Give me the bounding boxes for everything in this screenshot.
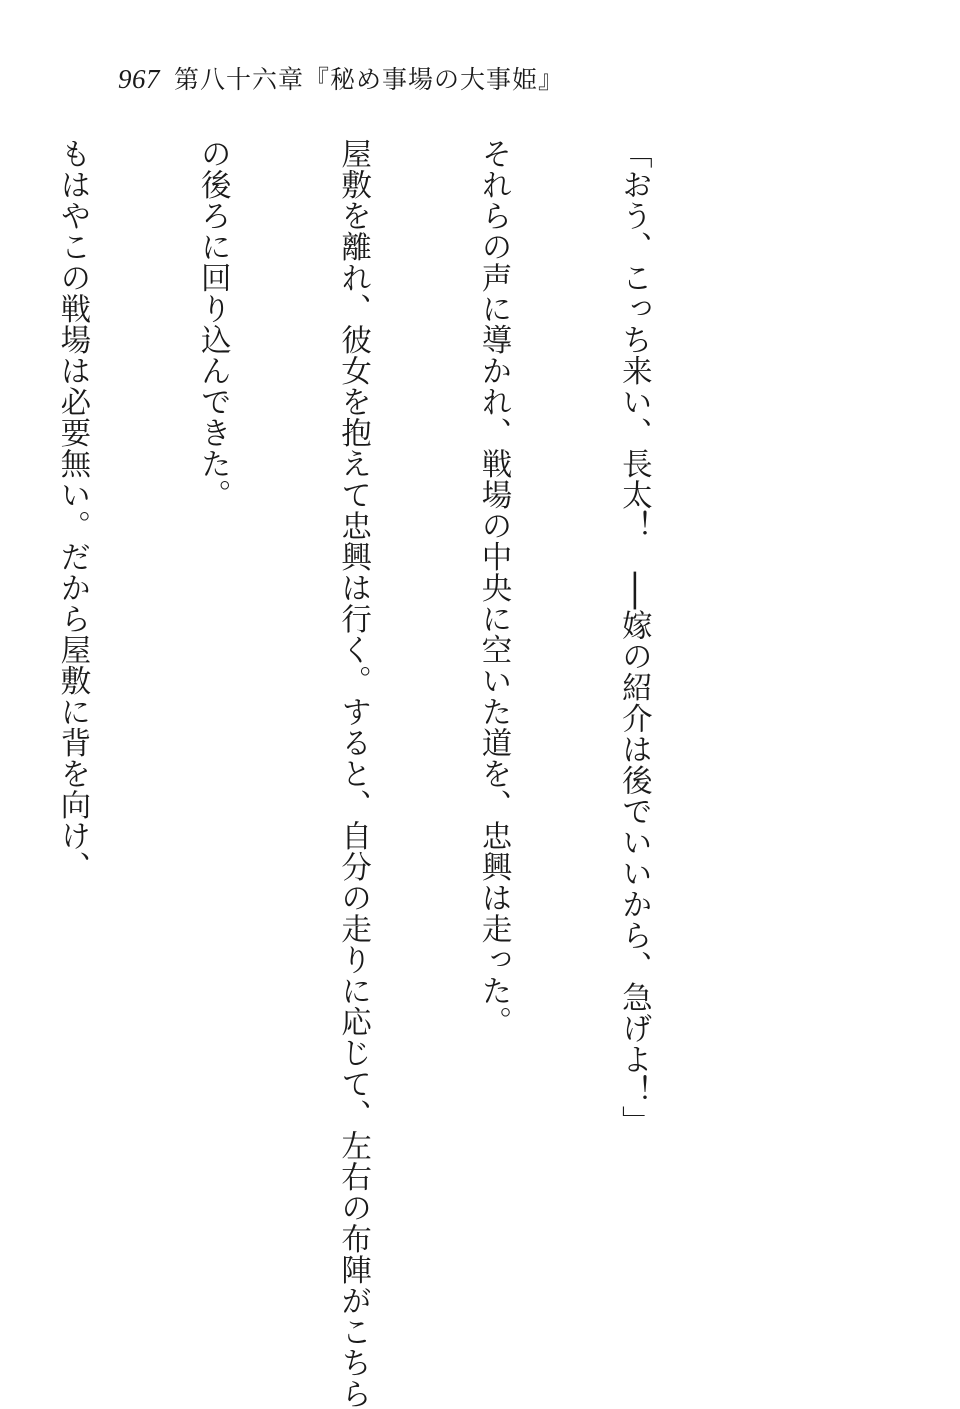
text-line-3: 屋敷を離れ、彼女を抱えて忠興は行く。すると、自分の走りに応じて、左右の布陣がこちら	[335, 138, 371, 1409]
running-header	[118, 60, 564, 100]
chapter-title: 第八十六章『秘め事場の大事姫』	[174, 65, 565, 94]
text-line-4: の後ろに回り込んできた。	[195, 138, 231, 510]
text-line-2: それらの声に導かれ、戦場の中央に空いた道を、忠興は走った。	[476, 138, 512, 1037]
text-line-1: 「おう、こっち来い、長太！ ──嫁の紹介は後でいいから、急げよ！」	[616, 138, 652, 1137]
vertical-body-text	[54, 138, 750, 1409]
page-number: 967	[118, 64, 160, 94]
text-line-5: もはやこの戦場は必要無い。だから屋敷に背を向け、	[54, 138, 90, 882]
